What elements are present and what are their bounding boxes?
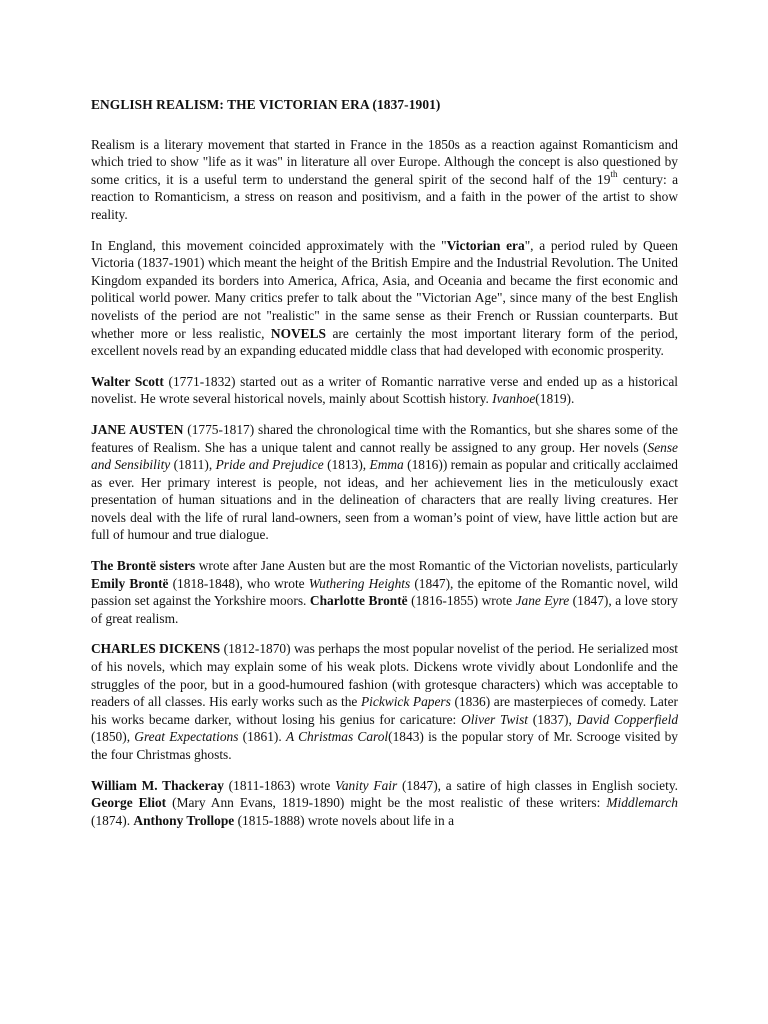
- text-run: (1818-1848), who wrote: [168, 575, 309, 591]
- book-title: Great Expectations: [134, 729, 239, 745]
- book-title: Emma: [369, 457, 404, 473]
- text-run: (Mary Ann Evans, 1819-1890) might be the most realistic of these writers:: [166, 795, 607, 811]
- text-run: (1811-1863) wrote: [223, 777, 336, 793]
- paragraph-walter-scott: [91, 373, 678, 408]
- book-title: A Christmas Carol: [285, 729, 389, 745]
- text-run: wrote after Jane Austen but are the most Romantic of the Victorian novelists, particularly: [195, 558, 678, 574]
- text-run: (1771-1832) started out as a writer of Romantic narrative verse and ended up as a historical novelist. He wrote several historical novels, mainly about Scottish history.: [91, 373, 678, 407]
- text-run: (1816-1855) wrote: [407, 593, 516, 609]
- text-run: In England, this movement coincided approximately with the ": [91, 237, 447, 253]
- paragraph-thackeray-eliot-trollope: [91, 777, 678, 830]
- text-run: (1815-1888) wrote novels about life in a: [234, 812, 455, 828]
- paragraph-victorian-era: [91, 237, 678, 360]
- author-name: CHARLES DICKENS: [91, 641, 221, 657]
- text-run: (1775-1817) shared the chronological time with the Romantics, but she shares some of the features of Realism. She has a unique talent and cannot really be assigned to any group. Her novels (: [91, 421, 678, 455]
- book-title: Middlemarch: [606, 795, 678, 811]
- book-title: Oliver Twist: [461, 711, 529, 727]
- text-run: Realism is a literary movement that started in France in the 1850s as a reaction against Romanticism and which tried to show "life as it was" in literature all over Europe. Although the concept is also questioned by some critics, it is a useful term to understand the general spirit of the second half of the 19: [91, 136, 678, 187]
- book-title: Pride and Prejudice: [215, 457, 324, 473]
- text-run: (1850),: [91, 729, 135, 745]
- bold-term: Victorian era: [446, 237, 525, 253]
- text-run: (1861).: [238, 729, 286, 745]
- book-title: Sense and Sensibility: [91, 439, 678, 473]
- author-name: Walter Scott: [91, 373, 164, 389]
- text-run: (1843) is the popular story of Mr. Scrooge visited by the four Christmas ghosts.: [91, 729, 678, 762]
- book-title: Vanity Fair: [335, 777, 398, 793]
- paragraph-jane-austen: [91, 421, 678, 544]
- text-run: (1811),: [170, 457, 216, 473]
- author-name: William M. Thackeray: [91, 777, 224, 793]
- author-name: Charlotte Brontë: [309, 593, 408, 609]
- text-run: (1816)) remain as popular and critically acclaimed as ever. Her primary interest is people, not ideas, and her achievement lies in the meticulously exact presentation of human situations and in the delineation of characters that are really living creatures. Her novels deal with the life of rural land-owners, seen from a woman’s point of view, have little action but are full of humour and true dialogue.: [91, 457, 678, 543]
- text-run: (1813),: [323, 457, 370, 473]
- page-title: ENGLISH REALISM: THE VICTORIAN ERA (1837-1901): [91, 97, 441, 112]
- book-title: David Copperfield: [576, 711, 679, 727]
- text-run: (1836) are masterpieces of comedy. Later his works became darker, without losing his genius for caricature:: [91, 694, 678, 727]
- text-run: (1847), a satire of high classes in English society.: [397, 777, 678, 793]
- text-run: (1819).: [535, 391, 575, 407]
- text-run: (1874).: [91, 812, 134, 828]
- text-run: ", a period ruled by Queen Victoria (1837-1901) which meant the height of the British Empire and the Industrial Revolution. The United Kingdom expanded its borders into America, Africa, Asia, and Oceania and became the first economic and political world power. Many critics prefer to talk about the "Victorian Age", since many of the best English novelists of the period are not "realistic" in the same sense as their French or Russian counterparts. But whether more or less realistic,: [91, 237, 678, 341]
- bold-term: NOVELS: [270, 325, 326, 341]
- book-title: Pickwick Papers: [360, 694, 451, 710]
- document-body: [91, 96, 678, 842]
- text-run: (1812-1870) was perhaps the most popular novelist of the period. He serialized most of his novels, which may explain some of his weak plots. Dickens wrote vividly about Londonlife and the struggles of the poor, but in a good-humoured fashion (with grotesque characters) which was acceptable to readers of all classes. His early works such as the: [91, 641, 678, 710]
- author-name: Emily Brontë: [91, 575, 169, 591]
- text-run: (1837),: [528, 711, 577, 727]
- text-run: century: a reaction to Romanticism, a stress on reason and positivism, and a faith in the power of the artist to show reality.: [91, 171, 679, 222]
- author-name: George Eliot: [91, 795, 167, 811]
- superscript: th: [610, 169, 618, 180]
- author-name: The Brontë sisters: [91, 558, 196, 574]
- paragraph-bronte-sisters: [91, 557, 678, 627]
- book-title: Ivanhoe: [492, 391, 536, 407]
- paragraph-realism-intro: [91, 136, 678, 224]
- book-title: Wuthering Heights: [308, 575, 411, 591]
- text-run: (1847), the epitome of the Romantic novel, wild passion set against the Yorkshire moors.: [91, 575, 679, 609]
- author-name: Anthony Trollope: [133, 812, 235, 828]
- paragraph-charles-dickens: [91, 640, 678, 763]
- text-run: (1847), a love story of great realism.: [91, 593, 679, 626]
- author-name: JANE AUSTEN: [91, 421, 184, 437]
- text-run: are certainly the most important literary form of the period, excellent novels read by an expanding educated middle class that had developed with economic prosperity.: [91, 325, 678, 359]
- book-title: Jane Eyre: [515, 593, 570, 609]
